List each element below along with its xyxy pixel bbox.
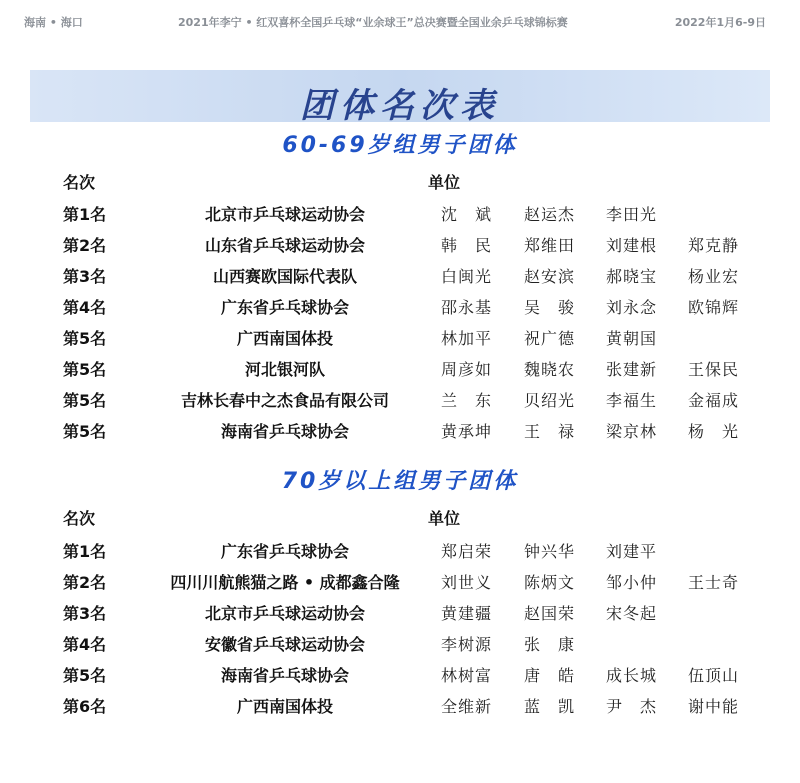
member-name: 兰 东 [441, 391, 493, 410]
member-name: 吴 骏 [524, 298, 576, 317]
table-row [0, 535, 800, 565]
member-name: 赵安滨 [524, 267, 576, 286]
member-name: 李田光 [606, 205, 658, 224]
member-name: 伍顶山 [688, 666, 740, 685]
rank-cell: 第2名 [63, 236, 107, 255]
table-row [0, 415, 800, 445]
unit-cell: 河北银河队 [244, 360, 325, 379]
member-name: 蓝 凯 [524, 697, 576, 716]
member-name: 欧锦辉 [688, 298, 740, 317]
table-row [0, 353, 800, 383]
rank-cell: 第4名 [63, 298, 107, 317]
member-name: 张建新 [606, 360, 658, 379]
column-header-unit: 单位 [428, 173, 461, 192]
column-header-unit: 单位 [428, 509, 461, 528]
member-name: 全维新 [441, 697, 493, 716]
rank-cell: 第1名 [63, 542, 107, 561]
member-name: 郝晓宝 [606, 267, 658, 286]
member-name: 赵运杰 [524, 205, 576, 224]
unit-cell: 北京市乒乓球运动协会 [204, 604, 365, 623]
member-name: 宋冬起 [606, 604, 658, 623]
unit-cell: 广西南国体投 [236, 329, 333, 348]
member-name: 刘建平 [606, 542, 658, 561]
rank-cell: 第3名 [63, 267, 107, 286]
member-name: 李树源 [441, 635, 493, 654]
page-title: 团体名次表 [300, 86, 500, 126]
rank-cell: 第5名 [63, 329, 107, 348]
column-header-rank: 名次 [63, 173, 96, 192]
page-header [0, 0, 800, 44]
member-name: 白闽光 [441, 267, 493, 286]
member-name: 邵永基 [441, 298, 493, 317]
member-name: 尹 杰 [606, 697, 658, 716]
member-name: 王保民 [688, 360, 740, 379]
member-name: 王 禄 [524, 422, 576, 441]
header-event-title: 2021年李宁 • 红双喜杯全国乒乓球“业余球王”总决赛暨全国业余乒乓球锦标赛 [178, 16, 568, 29]
unit-cell: 吉林长春中之杰食品有限公司 [180, 391, 389, 410]
table-row [0, 229, 800, 259]
member-name: 郑维田 [524, 236, 576, 255]
member-name: 杨业宏 [688, 267, 740, 286]
member-name: 刘世义 [441, 573, 493, 592]
unit-cell: 四川川航熊猫之路 • 成都鑫合隆 [170, 573, 400, 592]
member-name: 周彦如 [441, 360, 493, 379]
table-row [0, 659, 800, 689]
member-name: 金福成 [688, 391, 740, 410]
member-name: 邹小仲 [606, 573, 658, 592]
member-name: 钟兴华 [524, 542, 576, 561]
member-name: 梁京林 [606, 422, 658, 441]
member-name: 刘建根 [606, 236, 658, 255]
member-name: 魏晓农 [524, 360, 576, 379]
member-name: 刘永念 [606, 298, 658, 317]
column-header-rank: 名次 [63, 509, 96, 528]
unit-cell: 海南省乒乓球协会 [220, 422, 349, 441]
member-name: 祝广德 [524, 329, 576, 348]
unit-cell: 安徽省乒乓球运动协会 [204, 635, 365, 654]
unit-cell: 广东省乒乓球协会 [220, 298, 349, 317]
rank-cell: 第5名 [63, 422, 107, 441]
member-name: 黄建疆 [441, 604, 493, 623]
rank-cell: 第3名 [63, 604, 107, 623]
member-name: 郑克静 [688, 236, 740, 255]
rank-cell: 第5名 [63, 666, 107, 685]
table-row [0, 690, 800, 720]
rank-cell: 第1名 [63, 205, 107, 224]
member-name: 王士奇 [688, 573, 740, 592]
rank-cell: 第4名 [63, 635, 107, 654]
unit-cell: 海南省乒乓球协会 [220, 666, 349, 685]
member-name: 沈 斌 [441, 205, 493, 224]
member-name: 贝绍光 [524, 391, 576, 410]
member-name: 陈炳文 [524, 573, 576, 592]
unit-cell: 山东省乒乓球运动协会 [204, 236, 365, 255]
section-title: 60-69岁组男子团体 [282, 133, 518, 158]
unit-cell: 广东省乒乓球协会 [220, 542, 349, 561]
section-title: 70岁以上组男子团体 [281, 469, 519, 494]
rank-cell: 第6名 [63, 697, 107, 716]
table-row [0, 628, 800, 658]
member-name: 韩 民 [441, 236, 493, 255]
member-name: 唐 皓 [524, 666, 576, 685]
header-location: 海南 • 海口 [24, 16, 83, 29]
rank-cell: 第2名 [63, 573, 107, 592]
member-name: 林加平 [441, 329, 493, 348]
member-name: 郑启荣 [441, 542, 493, 561]
table-row [0, 291, 800, 321]
header-date: 2022年1月6-9日 [674, 16, 766, 29]
member-name: 林树富 [441, 666, 493, 685]
member-name: 赵国荣 [524, 604, 576, 623]
rank-cell: 第5名 [63, 360, 107, 379]
rank-cell: 第5名 [63, 391, 107, 410]
member-name: 黄朝国 [606, 329, 658, 348]
unit-cell: 山西赛欧国际代表队 [212, 267, 357, 286]
unit-cell: 北京市乒乓球运动协会 [204, 205, 365, 224]
member-name: 成长城 [606, 666, 658, 685]
table-row [0, 322, 800, 352]
table-row [0, 198, 800, 228]
member-name: 黄承坤 [441, 422, 493, 441]
member-name: 杨 光 [688, 422, 740, 441]
unit-cell: 广西南国体投 [236, 697, 333, 716]
member-name: 谢中能 [688, 697, 740, 716]
table-row [0, 384, 800, 414]
member-name: 张 康 [524, 635, 576, 654]
table-row [0, 260, 800, 290]
table-row [0, 597, 800, 627]
table-row [0, 566, 800, 596]
member-name: 李福生 [606, 391, 658, 410]
